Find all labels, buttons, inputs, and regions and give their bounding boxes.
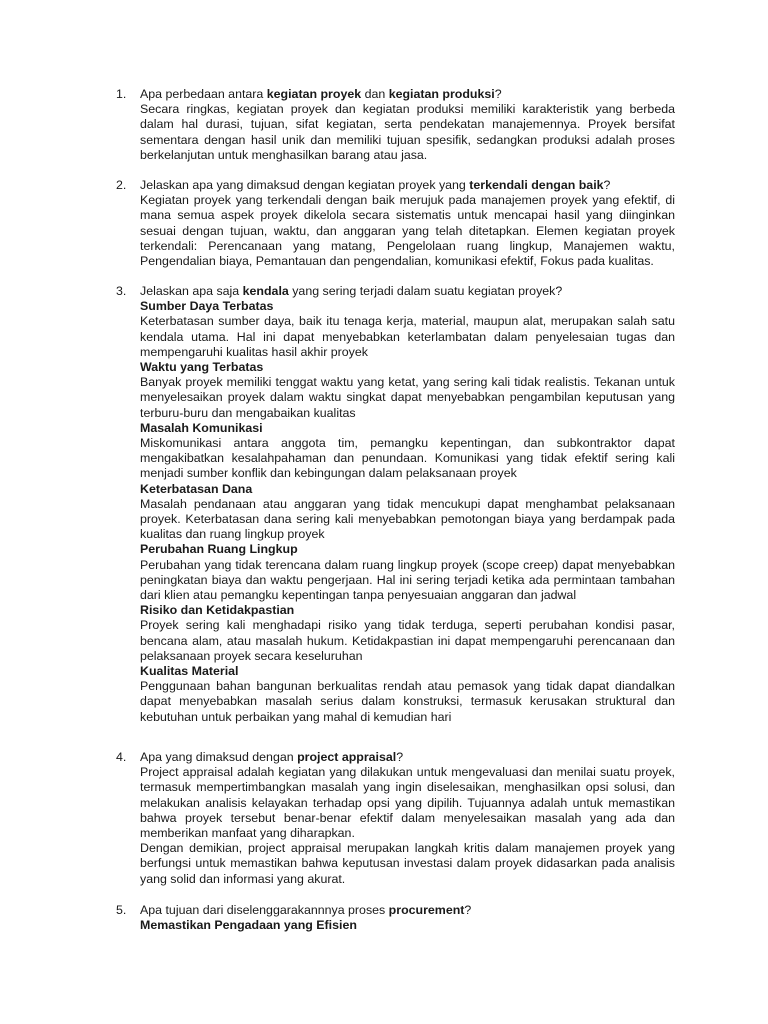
answer-text: Kegiatan proyek yang terkendali dengan baik merujuk pada manajemen proyek yang efektif, di mana semua aspek proyek dikelola secara sistematis untuk mencapai hasil yang diinginkan sesuai dengan tujuan, waktu, dan anggaran yang telah ditetapkan. Elemen kegiatan proyek terkendali: Perencanaan yang matang, Pengelolaan ruang lingkup, Manajemen waktu, Pengendalian biaya, Pemantauan dan pengendalian, komunikasi efektif, Fokus pada kualitas. (140, 193, 675, 269)
section-heading: Memastikan Pengadaan yang Efisien (140, 918, 357, 933)
question-text: Apa yang dimaksud dengan project appraisal? (140, 750, 404, 764)
section-heading: Keterbatasan Dana (140, 481, 253, 496)
question-text: Jelaskan apa saja kendala yang sering terjadi dalam suatu kegiatan proyek? (140, 284, 563, 298)
section-text: Keterbatasan sumber daya, baik itu tenaga kerja, material, maupun alat, merupakan salah satu kendala utama. Hal ini dapat menyebabkan keterlambatan dalam penyelesaian tugas dan mempengaruhi kualitas hasil akhir proyek (140, 314, 675, 359)
question-number: 5. (116, 903, 127, 917)
question-number: 1. (116, 87, 127, 101)
question-number: 2. (116, 178, 127, 192)
question-text: Apa tujuan dari diselenggarakannnya proses procurement? (140, 903, 472, 917)
question-4 (140, 750, 675, 887)
section-heading: Perubahan Ruang Lingkup (140, 542, 298, 557)
section-heading: Kualitas Material (140, 664, 239, 679)
question-number: 3. (116, 284, 127, 298)
section-heading: Waktu yang Terbatas (140, 360, 264, 375)
section-text: Masalah pendanaan atau anggaran yang tidak mencukupi dapat menghambat pelaksanaan proyek. Keterbatasan dana sering kali menyebabkan pemotongan biaya yang berdampak pada kualitas dan ruang lingkup proyek (140, 496, 675, 542)
answer-text: Project appraisal adalah kegiatan yang dilakukan untuk mengevaluasi dan menilai suatu proyek, termasuk mempertimbangkan masalah yang ingin diselesaikan, menghasilkan opsi solusi, dan melakukan analisis kelayakan terhadap opsi yang dipilih. Tujuannya adalah untuk memastikan bahwa proyek tersebut benar-benar efektif dalam menyelesaikan masalah yang ada dan memberikan manfaat yang diharapkan. (140, 765, 675, 841)
question-5 (140, 903, 675, 933)
section-heading: Sumber Daya Terbatas (140, 299, 274, 314)
question-2 (140, 178, 675, 269)
question-3 (140, 284, 675, 725)
section-heading: Masalah Komunikasi (140, 420, 263, 435)
answer-text: Dengan demikian, project appraisal merupakan langkah kritis dalam manajemen proyek yang berfungsi untuk memastikan bahwa keputusan investasi dalam proyek didasarkan pada analisis yang solid dan informasi yang akurat. (140, 841, 675, 886)
question-1 (140, 87, 675, 163)
section-heading: Risiko dan Ketidakpastian (140, 603, 295, 618)
question-number: 4. (116, 750, 127, 764)
question-text: Apa perbedaan antara kegiatan proyek dan kegiatan produksi? (140, 87, 502, 101)
question-text: Jelaskan apa yang dimaksud dengan kegiatan proyek yang terkendali dengan baik? (140, 178, 611, 192)
section-text: Perubahan yang tidak terencana dalam ruang lingkup proyek (scope creep) dapat menyebabkan peningkatan biaya dan waktu pengerjaan. Hal ini sering terjadi ketika ada permintaan tambahan dari klien atau pemangku kepentingan tanpa penyesuaian anggaran dan jadwal (140, 557, 675, 603)
section-text: Proyek sering kali menghadapi risiko yang tidak terduga, seperti perubahan kondisi pasar, bencana alam, atau masalah hukum. Ketidakpastian ini dapat mempengaruhi perencanaan dan pelaksanaan proyek secara keseluruhan (140, 618, 675, 663)
section-text: Miskomunikasi antara anggota tim, pemangku kepentingan, dan subkontraktor dapat mengakibatkan kesalahpahaman dan penundaan. Komunikasi yang tidak efektif sering kali menjadi sumber konflik dan kebingungan dalam pelaksanaan proyek (140, 436, 675, 481)
section-text: Penggunaan bahan bangunan berkualitas rendah atau pemasok yang tidak dapat diandalkan dapat menyebabkan masalah serius dalam konstruksi, termasuk kerusakan struktural dan kebutuhan untuk perbaikan yang mahal di kemudian hari (140, 679, 675, 724)
answer-text: Secara ringkas, kegiatan proyek dan kegiatan produksi memiliki karakteristik yang berbeda dalam hal durasi, tujuan, sifat kegiatan, serta pendekatan manajemennya. Proyek bersifat sementara dengan hasil unik dan memiliki tujuan spesifik, sedangkan produksi adalah proses berkelanjutan untuk menghasilkan barang atau jasa. (140, 102, 675, 162)
section-text: Banyak proyek memiliki tenggat waktu yang ketat, yang sering kali tidak realistis. Tekanan untuk menyelesaikan proyek dalam waktu singkat dapat menyebabkan pengambilan keputusan yang terburu-buru dan mengabaikan kualitas (140, 375, 675, 420)
